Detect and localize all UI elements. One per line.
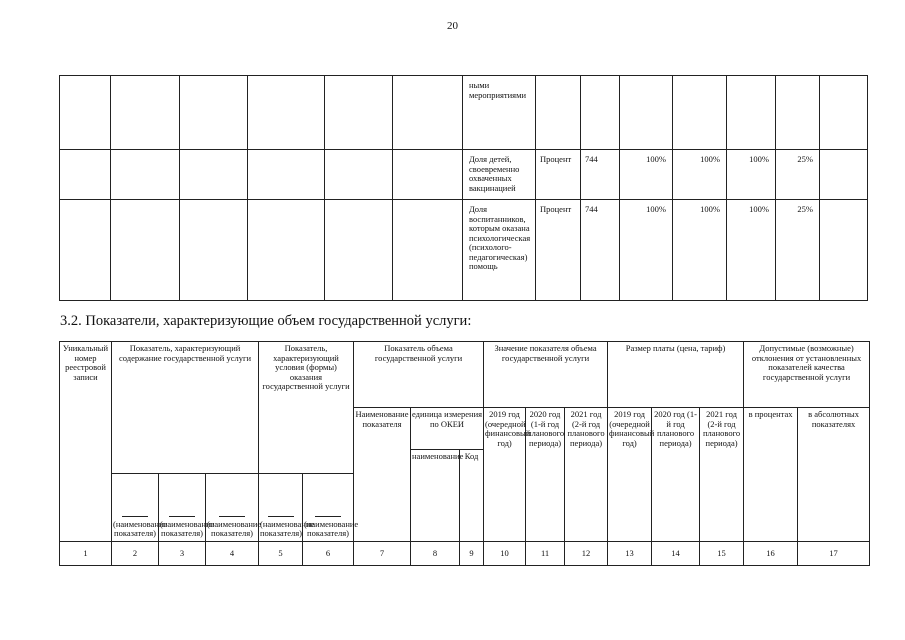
unit-name: Процент <box>536 200 581 301</box>
value-2021 <box>727 76 776 150</box>
deviation-value: 25% <box>776 200 820 301</box>
indicator-name: Доля детей, своевременно охваченных вакцинацией <box>463 150 536 200</box>
indicator-name: ными мероприятиями <box>463 76 536 150</box>
column-number: 1 <box>60 542 112 566</box>
column-number: 9 <box>460 542 484 566</box>
header-fee-2021: 2021 год (2-й год планового периода) <box>700 408 744 542</box>
value-2019 <box>620 76 673 150</box>
header-unit-code: Код <box>460 450 484 542</box>
value-2019: 100% <box>620 150 673 200</box>
value-2021: 100% <box>727 200 776 301</box>
header-fee-2020: 2020 год (1-й год планового периода) <box>652 408 700 542</box>
subheader-col-6: (наименование показателя) <box>303 474 354 542</box>
header-unique-number: Уникальный номер реестровой записи <box>60 342 112 542</box>
header-value-2019: 2019 год (очередной финансовый год) <box>484 408 526 542</box>
column-number: 13 <box>608 542 652 566</box>
page-number: 20 <box>447 20 458 32</box>
header-deviation-percent: в процентах <box>744 408 798 542</box>
column-number: 15 <box>700 542 744 566</box>
volume-indicators-table <box>59 341 870 566</box>
unit-name <box>536 76 581 150</box>
deviation-value: 25% <box>776 150 820 200</box>
column-number: 6 <box>303 542 354 566</box>
column-number: 14 <box>652 542 700 566</box>
column-number: 3 <box>159 542 206 566</box>
section-heading: 3.2. Показатели, характеризующие объем государственной услуги: <box>60 313 472 329</box>
header-value-2021: 2021 год (2-й год планового периода) <box>565 408 608 542</box>
header-fee: Размер платы (цена, тариф) <box>608 342 744 408</box>
column-number: 17 <box>798 542 870 566</box>
header-content-indicator: Показатель, характеризующий содержание государственной услуги <box>112 342 259 474</box>
column-number: 11 <box>526 542 565 566</box>
subheader-col-5: (наименование показателя) <box>259 474 303 542</box>
deviation-value <box>776 76 820 150</box>
header-volume-indicator: Показатель объема государственной услуги <box>354 342 484 408</box>
unit-code <box>581 76 620 150</box>
column-number: 7 <box>354 542 411 566</box>
column-number: 8 <box>411 542 460 566</box>
unit-code: 744 <box>581 200 620 301</box>
value-2020 <box>673 76 727 150</box>
column-number: 12 <box>565 542 608 566</box>
header-unit-name: наименование <box>411 450 460 542</box>
value-2019: 100% <box>620 200 673 301</box>
header-volume-value: Значение показателя объема государственной услуги <box>484 342 608 408</box>
header-fee-2019: 2019 год (очередной финансовый год) <box>608 408 652 542</box>
header-value-2020: 2020 год (1-й год планового периода) <box>526 408 565 542</box>
unit-code: 744 <box>581 150 620 200</box>
header-indicator-name: Наименование показателя <box>354 408 411 542</box>
column-number: 2 <box>112 542 159 566</box>
header-conditions-indicator: Показатель, характеризующий условия (формы) оказания государственной услуги <box>259 342 354 474</box>
column-number: 10 <box>484 542 526 566</box>
subheader-col-3: (наименование показателя) <box>159 474 206 542</box>
table-row <box>60 150 868 200</box>
indicator-name: Доля воспитанников, которым оказана психологическая (психолого-педагогическая) помощь <box>463 200 536 301</box>
value-2020: 100% <box>673 200 727 301</box>
value-2020: 100% <box>673 150 727 200</box>
column-number-row <box>60 542 870 566</box>
unit-name: Процент <box>536 150 581 200</box>
subheader-col-4: (наименование показателя) <box>206 474 259 542</box>
header-deviation: Допустимые (возможные) отклонения от установленных показателей качества государственной услуги <box>744 342 870 408</box>
subheader-col-2: (наименование показателя) <box>112 474 159 542</box>
header-deviation-absolute: в абсолютных показателях <box>798 408 870 542</box>
value-2021: 100% <box>727 150 776 200</box>
table-row <box>60 76 868 150</box>
quality-indicators-table <box>59 75 868 301</box>
table-row <box>60 200 868 301</box>
column-number: 4 <box>206 542 259 566</box>
header-okei-unit: единица измерения по ОКЕИ <box>411 408 484 450</box>
column-number: 16 <box>744 542 798 566</box>
column-number: 5 <box>259 542 303 566</box>
